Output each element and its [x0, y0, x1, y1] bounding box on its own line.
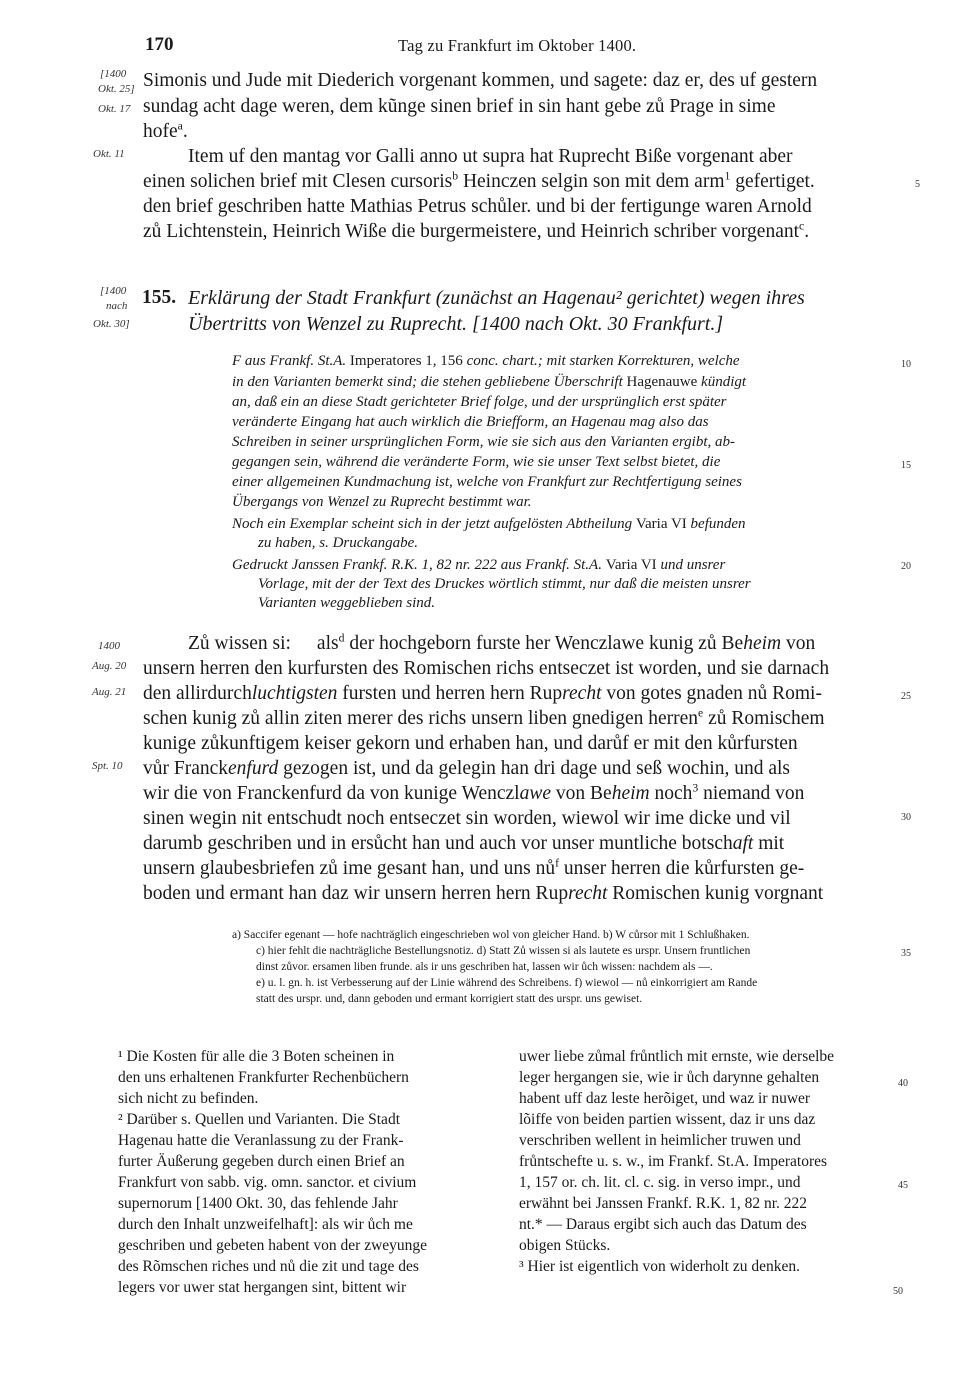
line-number: 5	[915, 179, 920, 190]
text-line: Zů wissen si: als$^d$ der hochgeborn furste her Wenczlawe kunig zů Beheim von	[188, 631, 816, 654]
text-line: kunige zůkunftigem keiser gekorn und erhaben han, und darůf er mit den kůrfursten	[143, 733, 798, 754]
footnote-line: erwähnt bei Janssen Frankf. R.K. 1, 82 nr. 222	[519, 1195, 807, 1212]
footnote-line: 1, 157 or. ch. lit. cl. c. sig. in verso impr., und	[519, 1174, 801, 1191]
source-line: veränderte Eingang hat auch wirklich die Briefform, an Hagenau mag also das	[232, 414, 709, 430]
page-number: 170	[145, 34, 174, 55]
footnote-line: ¹ Die Kosten für alle die 3 Boten scheinen in	[118, 1048, 395, 1065]
margin-date: Okt. 11	[93, 148, 125, 160]
footnote-line: Frankfurt von sabb. vig. omn. sanctor. et civium	[118, 1174, 417, 1191]
margin-date: 1400	[98, 640, 120, 652]
footnote-line: durch den Inhalt unzweifelhaft]: als wir ůch me	[118, 1216, 413, 1233]
line-number: 35	[901, 948, 911, 959]
text-line: sundag acht dage weren, dem kũnge sinen brief in sin hant gebe zů Prage in sime	[143, 96, 776, 117]
text-line: unsern herren den kurfursten des Romischen richs entseczet ist worden, und sie darnach	[143, 658, 830, 679]
text-line: Simonis und Jude mit Diederich vorgenant kommen, und sagete: daz er, des uf gestern	[143, 70, 818, 91]
source-line: F aus Frankf. St.A. Imperatores 1, 156 conc. chart.; mit starken Korrekturen, welche	[232, 353, 740, 369]
source-line: einer allgemeinen Kundmachung ist, welche von Frankfurt zur Rechtfertigung seines	[232, 474, 742, 490]
footnote-line: obigen Stücks.	[519, 1237, 611, 1254]
footnote-line: sich nicht zu befinden.	[118, 1090, 259, 1107]
source-line: in den Varianten bemerkt sind; die stehen gebliebene Überschrift Hagenauwe kündigt	[232, 374, 747, 390]
apparatus-line: a) Saccifer egenant — hofe nachträglich eingeschrieben wol von gleicher Hand. b) W cůrsor mit 1 Schlußhaken.	[232, 929, 750, 941]
line-number: 15	[901, 460, 911, 471]
text-line: darumb geschriben und in ersůcht han und auch vor unser muntliche botschaft mit	[143, 833, 785, 854]
line-number: 10	[901, 359, 911, 370]
margin-date: Okt. 25]	[98, 83, 135, 95]
text-line: vůr Franckenfurd gezogen ist, und da gelegin han dri dage und seß wochin, und als	[143, 758, 790, 779]
text-line: unsern glaubesbriefen zů ime gesant han, und uns $nů^f$ unser herren die kůrfursten ge-	[143, 856, 805, 879]
text-line: einen solichen brief mit Clesen cursoris$^b$ Heinczen selgin son mit dem arm$^1$ gefertiget.	[143, 169, 815, 192]
text-line: hofe$^a$.	[143, 119, 188, 142]
margin-date: Aug. 20	[92, 660, 127, 672]
footnote-line: des Rõmschen riches und nů die zit und tage des	[118, 1258, 419, 1275]
apparatus-line: statt des urspr. und, dann geboden und ermant korrigiert statt des urspr. uns gewiset.	[256, 993, 643, 1005]
footnote-line: frůntschefte u. s. w., im Frankf. St.A. Imperatores	[519, 1153, 828, 1170]
source-line: zu haben, s. Druckangabe.	[258, 535, 418, 551]
section-title: Übertritts von Wenzel zu Ruprecht. [1400 nach Okt. 30 Frankfurt.]	[188, 313, 724, 335]
source-line: Varianten weggeblieben sind.	[258, 595, 436, 611]
source-line: an, daß ein an diese Stadt gerichteter Brief folge, und der ursprünglich erst später	[232, 394, 727, 410]
source-line: Schreiben in seiner ursprünglichen Form, wie sie sich aus den Varianten ergibt, ab-	[232, 434, 735, 450]
margin-date: Okt. 30]	[93, 318, 130, 330]
line-number: 45	[898, 1180, 908, 1191]
margin-date: [1400	[100, 285, 127, 297]
footnotes-right	[519, 1048, 834, 1279]
footnotes-left	[118, 1048, 427, 1300]
text-line: den brief geschriben hatte Mathias Petrus schůler. und bi der fertigunge waren Arnold	[143, 196, 812, 217]
source-line: Noch ein Exemplar scheint sich in der jetzt aufgelösten Abtheilung Varia VI befunden	[232, 516, 746, 532]
apparatus-line: dinst zůvor. ersamen liben frunde. als ir uns geschriben hat, lassen wir ůch wissen: nachdem als —.	[256, 961, 713, 973]
text-line: zů Lichtenstein, Heinrich Wiße die burgermeistere, und Heinrich schriber vorgenant$^c$.	[143, 219, 810, 242]
line-number: 25	[901, 691, 911, 702]
running-title: Tag zu Frankfurt im Oktober 1400.	[398, 36, 637, 55]
margin-date: Spt. 10	[92, 760, 123, 772]
footnote-line: legers vor uwer stat hergangen sint, bittent wir	[118, 1279, 407, 1296]
source-line: Übergangs von Wenzel zu Ruprecht bestimmt war.	[232, 494, 532, 510]
footnote-line: geschriben und gebeten habent von der zweyunge	[118, 1237, 428, 1254]
margin-date: Okt. 17	[98, 103, 131, 115]
footnote-line: supernorum [1400 Okt. 30, das fehlende Jahr	[118, 1195, 398, 1212]
footnote-line: den uns erhaltenen Frankfurter Rechenbüchern	[118, 1069, 409, 1086]
apparatus-line: e) u. l. gn. h. ist Verbesserung auf der Linie während des Schreibens. f) wiewol — nů einkorrigiert am Rande	[256, 977, 758, 989]
source-line: Vorlage, mit der der Text des Druckes wörtlich stimmt, nur daß die meisten unsrer	[258, 576, 751, 592]
text-line: boden und ermant han daz wir unsern herren hern Ruprecht Romischen kunig vorgnant	[143, 883, 824, 904]
footnote-line: uwer liebe zůmal frůntlich mit ernste, wie derselbe	[519, 1048, 835, 1065]
footnote-line: leger hergangen sie, wie ir ůch darynne gehalten	[519, 1069, 820, 1086]
section-number: 155.	[142, 287, 177, 308]
section-title: Erklärung der Stadt Frankfurt (zunächst an Hagenau² gerichtet) wegen ihres	[188, 287, 805, 309]
source-line: gegangen sein, während die veränderte Form, wie sie unser Text selbst bietet, die	[232, 454, 721, 470]
margin-date: nach	[106, 300, 128, 312]
source-line: Gedruckt Janssen Frankf. R.K. 1, 82 nr. 222 aus Frankf. St.A. Varia VI und unsrer	[232, 557, 726, 573]
footnote-line: furter Äußerung gegeben durch einen Brief an	[118, 1153, 405, 1170]
margin-date: [1400	[100, 68, 127, 80]
line-number: 20	[901, 561, 911, 572]
footnote-line: habent uff daz leste herõiget, und waz ir nuwer	[519, 1090, 811, 1107]
footnote-line: nt.* — Daraus ergibt sich auch das Datum des	[519, 1216, 807, 1233]
margin-date: Aug. 21	[92, 686, 127, 698]
footnote-line: Hagenau hatte die Veranlassung zu der Frank-	[118, 1132, 404, 1149]
apparatus-line: c) hier fehlt die nachträgliche Bestellungsnotiz. d) Statt Zů wissen si als lautete es urspr. Unsern fruntlichen	[256, 945, 751, 957]
line-number: 30	[901, 812, 911, 823]
line-number: 50	[893, 1286, 903, 1297]
footnote-line: lõiffe von beiden partien wissent, daz ir uns daz	[519, 1111, 816, 1128]
text-line: den allirdurchluchtigsten fursten und herren hern Ruprecht von gotes gnaden nů Romi-	[143, 683, 822, 704]
text-line: schen kunig zů allin ziten merer des richs unsern liben gnedigen herren$^e$ zů Romischem	[143, 706, 825, 729]
footnote-line: ² Darüber s. Quellen und Varianten. Die Stadt	[118, 1111, 400, 1128]
text-line: sinen wegin nit entschudt noch entseczet sin worden, wiewol wir ime dicke und vil	[143, 808, 791, 829]
footnote-line: verschriben wellent in heimlicher truwen und	[519, 1132, 801, 1149]
text-line: wir die von Franckenfurd da von kunige Wenczlawe von Beheim noch$^3$ niemand von	[143, 781, 805, 804]
line-number: 40	[898, 1078, 908, 1089]
text-line: Item uf den mantag vor Galli anno ut supra hat Ruprecht Biße vorgenant aber	[188, 146, 793, 167]
footnote-line: ³ Hier ist eigentlich von widerholt zu denken.	[519, 1258, 800, 1275]
